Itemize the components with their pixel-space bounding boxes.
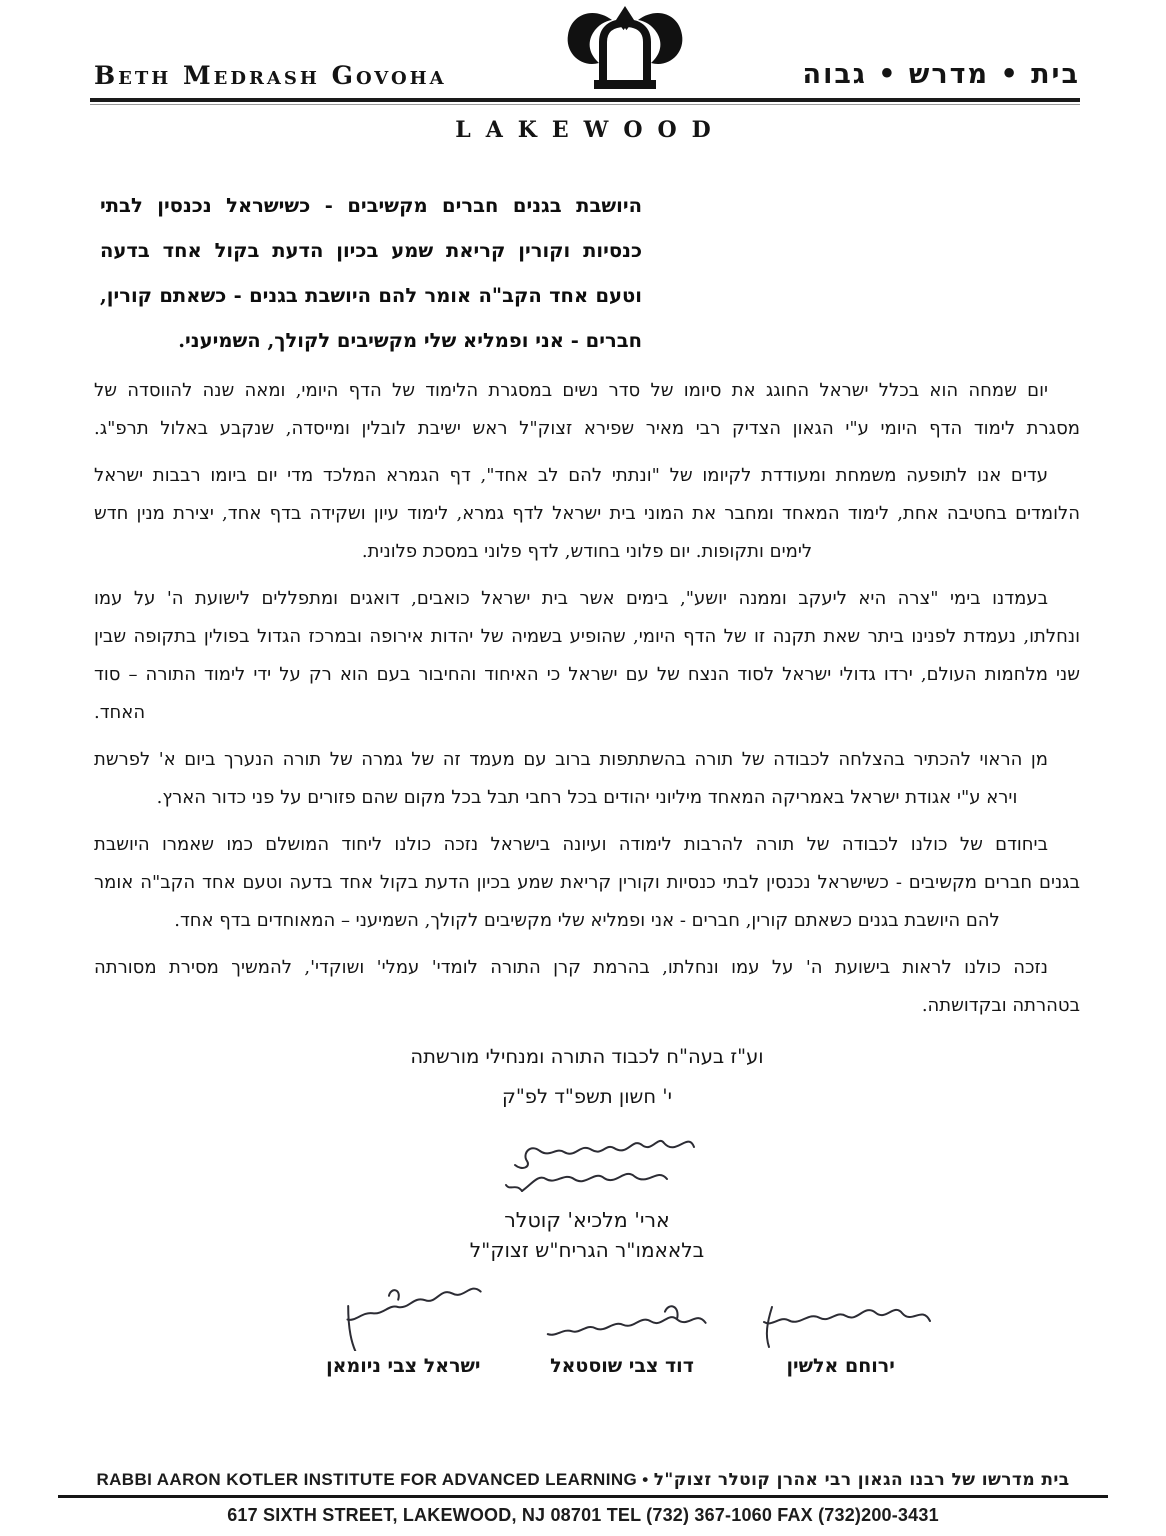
co-signer-signature — [513, 1279, 732, 1351]
paragraph — [94, 580, 1080, 732]
co-signer — [294, 1279, 513, 1377]
main-signatory-title: בלאאמו"ר הגריח"ש זצוק"ל — [469, 1238, 705, 1262]
date-line: י' חשון תשפ"ד לפ"ק — [502, 1085, 672, 1108]
co-signer — [731, 1279, 950, 1377]
text-line: וירא ע"י אגודת ישראל באמריקה המאחד מיליוני יהודים בכל רחבי תבל בכל מקום שהם פזורים על פני כדור הארץ. — [156, 787, 1018, 808]
letterhead — [0, 0, 1166, 96]
co-signer — [513, 1279, 732, 1377]
signature-handwriting-icon — [306, 1279, 501, 1351]
quote-line: חברים - אני ופמליא שלי מקשיבים לקולך, השמיעני. — [178, 329, 642, 352]
quote-line: היושבת בגנים חברים מקשיבים - כשישראל נכנסין לבתי — [100, 194, 642, 217]
text-line: הלומדים בחטיבה אחת, לימוד המאחד ומחבר את המוני בית ישראל לדף גמרא, לימוד עיון ושקידה בדף אחד, יצירת מנין חדש — [94, 503, 1080, 524]
paragraph — [94, 741, 1080, 817]
main-signatory-name: ארי' מלכיא' קוטלר — [504, 1208, 670, 1232]
co-signers-row — [94, 1279, 1080, 1377]
text-line: להם היושבת בגנים כשאתם קורין, חברים - אני ופמליא שלי מקשיבים לקולך, השמיעני – המאוחדים בדף אחד. — [174, 910, 1000, 931]
co-signer-name: ישראל צבי ניומאן — [326, 1355, 481, 1377]
text-line: מסגרת לימוד הדף היומי ע"י הגאון הצדיק רבי מאיר שפירא זצוק"ל ראש ישיבת לובלין ומייסדה, שנקבע באלול תרפ"ג. — [94, 418, 1080, 439]
footer-address: 617 SIXTH STREET, LAKEWOOD, NJ 08701 TEL (732) 367-1060 FAX (732)200-3431 — [227, 1505, 939, 1525]
text-line: בעמדנו בימי "צרה היא ליעקב וממנה יושע", בימים אשר בית ישראל כואבים, דואגים ומתפללים לישועת ה' על עמו — [94, 588, 1048, 609]
signature-handwriting-icon — [462, 1121, 712, 1203]
co-signer-name: דוד צבי שוסטאל — [550, 1355, 694, 1377]
paragraph — [94, 949, 1080, 1025]
text-line: שני מלחמות העולם, ירדו גדולי ישראל לסוד הנצח של עם ישראל כי האיחוד והחיבור בעם הוא רק על ידי לימוד התורה – סוד — [94, 664, 1080, 685]
attestation-line: וע"ז בעה"ח לכבוד התורה ומנחילי מורשתה — [410, 1045, 764, 1068]
city-label: LAKEWOOD — [455, 117, 726, 143]
paragraph — [94, 826, 1080, 940]
footer-institute-english: RABBI AARON KOTLER INSTITUTE FOR ADVANCED LEARNING — [96, 1470, 638, 1489]
footer — [0, 1470, 1166, 1526]
text-line: יום שמחה הוא בכלל ישראל החוגג את סיומו של סדר נשים במסגרת הלימוד של הדף היומי, ומאה שנה להווסדה של — [94, 380, 1048, 401]
crown-torah-logo-icon — [563, 4, 687, 98]
main-signature — [94, 1121, 1080, 1203]
body-paragraphs — [94, 372, 1080, 1025]
letter-body — [0, 183, 1166, 1377]
text-line: נזכה כולנו לראות בישועת ה' על עמו ונחלתו, בהרמת קרן התורה לומדי' עמלי' ושוקדי', להמשיך מסירת מסורתה — [94, 957, 1048, 978]
co-signer-signature — [294, 1279, 513, 1351]
paragraph — [94, 457, 1080, 571]
text-line: בטהרתה ובקדושתה. — [921, 995, 1080, 1016]
footer-institute-hebrew: בית מדרשו של רבנו הגאון רבי אהרן קוטלר זצוק"ל — [653, 1470, 1070, 1490]
footer-divider — [58, 1495, 1108, 1498]
paragraph — [94, 372, 1080, 448]
text-line: מן הראוי להכתיר בהצלחה לכבודה של תורה בהשתתפות ברוב עם מעמד זה של גמרה של תורה הנערך ביום א' לפרשת — [94, 749, 1048, 770]
text-line: האחד. — [94, 702, 146, 723]
text-line: עדים אנו לתופעה משמחת ומעודדת לקיומו של "ונתתי להם לב אחד", דף הגמרא המלכד מדי יום ביומו רבבות ישראל — [94, 465, 1048, 486]
signature-handwriting-icon — [525, 1295, 720, 1351]
footer-institute-line — [0, 1470, 1166, 1490]
letterhead-divider — [90, 98, 1080, 105]
org-name-hebrew: בית • מדרש • גבוה — [802, 59, 1080, 90]
closing-block — [94, 1037, 1080, 1117]
co-signer-signature — [731, 1279, 950, 1351]
org-name-english: Beth Medrash Govoha — [94, 61, 447, 90]
opening-quote — [100, 183, 642, 363]
quote-line: וטעם אחד הקב"ה אומר להם היושבת בגנים - כשאתם קורין, — [100, 284, 642, 307]
text-line: ביחודם של כולנו לכבודה של תורה להרבות לימודה ועיונה בישראל נזכה כולנו ליחוד המושלם כמו שאמרו היושבת — [94, 834, 1048, 855]
quote-line: כנסיות וקורין קריאת שמע בכיון הדעת בקול אחד בדעה — [100, 239, 642, 262]
text-line: לימים ותקופות. יום פלוני בחודש, לדף פלוני במסכת פלונית. — [361, 541, 813, 562]
footer-bullet: • — [642, 1470, 649, 1489]
text-line: ונחלתו, נעמדת לפנינו ביתר שאת תקנה זו של הדף היומי, שהופיע בשמיה של יהדות אירופה ובמרכז הגדול בפולין בתקופה שבין — [94, 626, 1080, 647]
co-signer-name: ירוחם אלשין — [786, 1355, 895, 1377]
signature-handwriting-icon — [738, 1293, 943, 1351]
text-line: בגנים חברים מקשיבים - כשישראל נכנסין לבתי כנסיות וקורין קריאת שמע בכיון הדעת בקול אחד בדעה וטעם אחד הקב"ה אומר — [94, 872, 1080, 893]
